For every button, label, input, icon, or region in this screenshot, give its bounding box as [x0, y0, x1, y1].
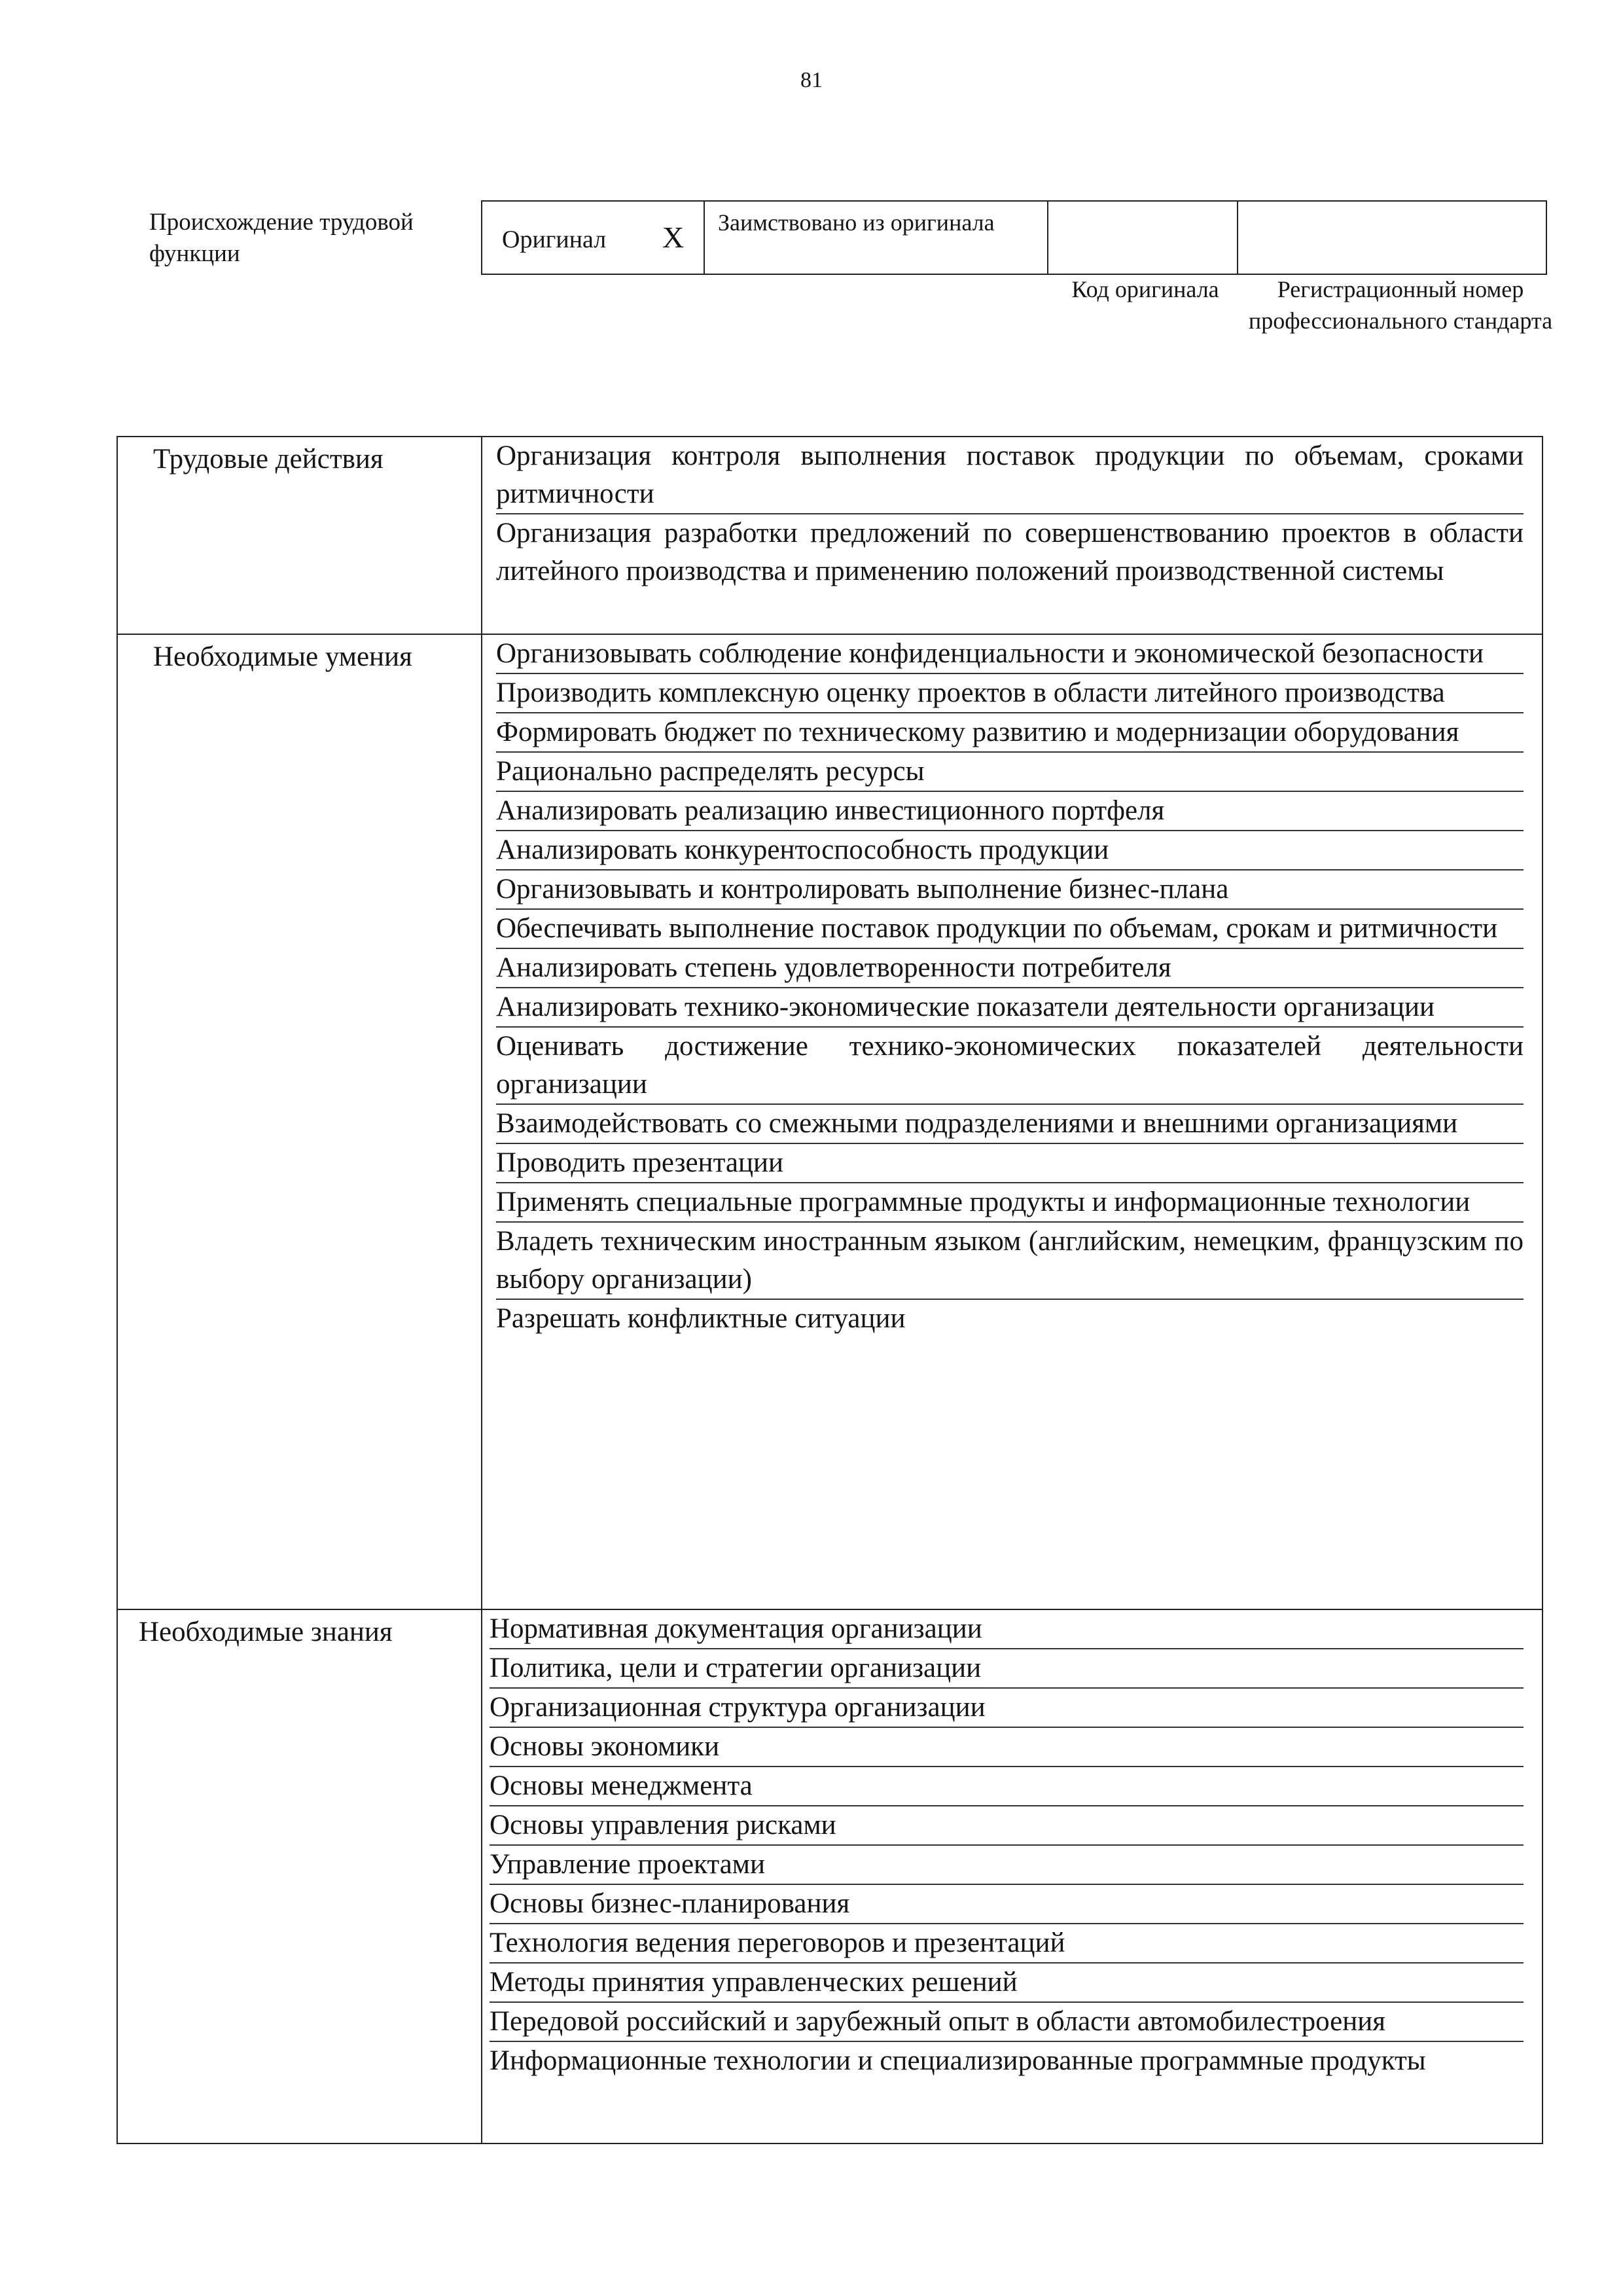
section-required-skills [118, 634, 1542, 1610]
section-label: Необходимые умения [153, 641, 412, 672]
list-item: Основы бизнес-планирования [490, 1885, 1524, 1924]
list-item: Организация контроля выполнения поставок продукции по объемам, сроками ритмичности [496, 437, 1524, 514]
list-item: Обеспечивать выполнение поставок продукции по объемам, срокам и ритмичности [496, 910, 1524, 949]
list-item: Разрешать конфликтные ситуации [496, 1303, 906, 1334]
list-item: Основы управления рисками [490, 1806, 1524, 1846]
section-label: Трудовые действия [153, 444, 383, 475]
reg-number-caption: Регистрационный номер профессионального стандарта [1248, 276, 1553, 334]
list-item: Взаимодействовать со смежными подразделениями и внешними организациями [496, 1105, 1524, 1144]
item-list [496, 437, 1524, 590]
list-item: Передовой российский и зарубежный опыт в области автомобилестроения [490, 2003, 1524, 2042]
list-item: Управление проектами [490, 1846, 1524, 1885]
list-item: Методы принятия управленческих решений [490, 1964, 1524, 2003]
code-caption: Код оригинала [1071, 276, 1219, 302]
list-item: Формировать бюджет по техническому развитию и модернизации оборудования [496, 713, 1524, 753]
list-item: Организовывать соблюдение конфиденциальности и экономической безопасности [496, 635, 1524, 674]
list-item: Организационная структура организации [490, 1689, 1524, 1728]
section-label: Необходимые знания [139, 1617, 393, 1647]
list-item: Информационные технологии и специализированные программные продукты [490, 2045, 1426, 2076]
section-labor-actions [118, 437, 1542, 634]
list-item: Проводить презентации [496, 1144, 1524, 1183]
list-item: Владеть техническим иностранным языком (английским, немецким, французским по выбору организации) [496, 1223, 1524, 1300]
function-table [116, 436, 1543, 2144]
list-item: Анализировать технико-экономические показатели деятельности организации [496, 988, 1524, 1028]
list-item: Рационально распределять ресурсы [496, 753, 1524, 792]
origin-table [481, 200, 1547, 275]
origin-original-label: Оригинал [502, 226, 607, 253]
origin-code-cell [1048, 202, 1238, 274]
list-item: Анализировать степень удовлетворенности потребителя [496, 949, 1524, 988]
list-item: Оценивать достижение технико-экономических показателей деятельности организации [496, 1028, 1524, 1105]
origin-original-mark: X [662, 221, 685, 254]
origin-label: Происхождение трудовой функции [149, 209, 414, 267]
list-item: Анализировать реализацию инвестиционного портфеля [496, 792, 1524, 831]
origin-original-cell [482, 202, 705, 274]
section-required-knowledge [118, 1609, 1542, 2144]
item-list [496, 635, 1524, 1338]
list-item: Применять специальные программные продукты и информационные технологии [496, 1183, 1524, 1223]
list-item: Основы менеджмента [490, 1767, 1524, 1806]
origin-reg-cell [1238, 202, 1546, 274]
list-item: Организация разработки предложений по совершенствованию проектов в области литейного производства и применению положений производственной системы [496, 518, 1524, 586]
list-item: Производить комплексную оценку проектов в области литейного производства [496, 674, 1524, 713]
list-item: Нормативная документация организации [490, 1610, 1524, 1649]
item-list [490, 1610, 1524, 2080]
page-number: 81 [800, 68, 823, 92]
list-item: Основы экономики [490, 1728, 1524, 1767]
list-item: Анализировать конкурентоспособность продукции [496, 831, 1524, 870]
origin-borrowed-label: Заимствовано из оригинала [705, 202, 1048, 274]
list-item: Политика, цели и стратегии организации [490, 1649, 1524, 1689]
list-item: Организовывать и контролировать выполнение бизнес-плана [496, 870, 1524, 910]
list-item: Технология ведения переговоров и презентаций [490, 1924, 1524, 1964]
